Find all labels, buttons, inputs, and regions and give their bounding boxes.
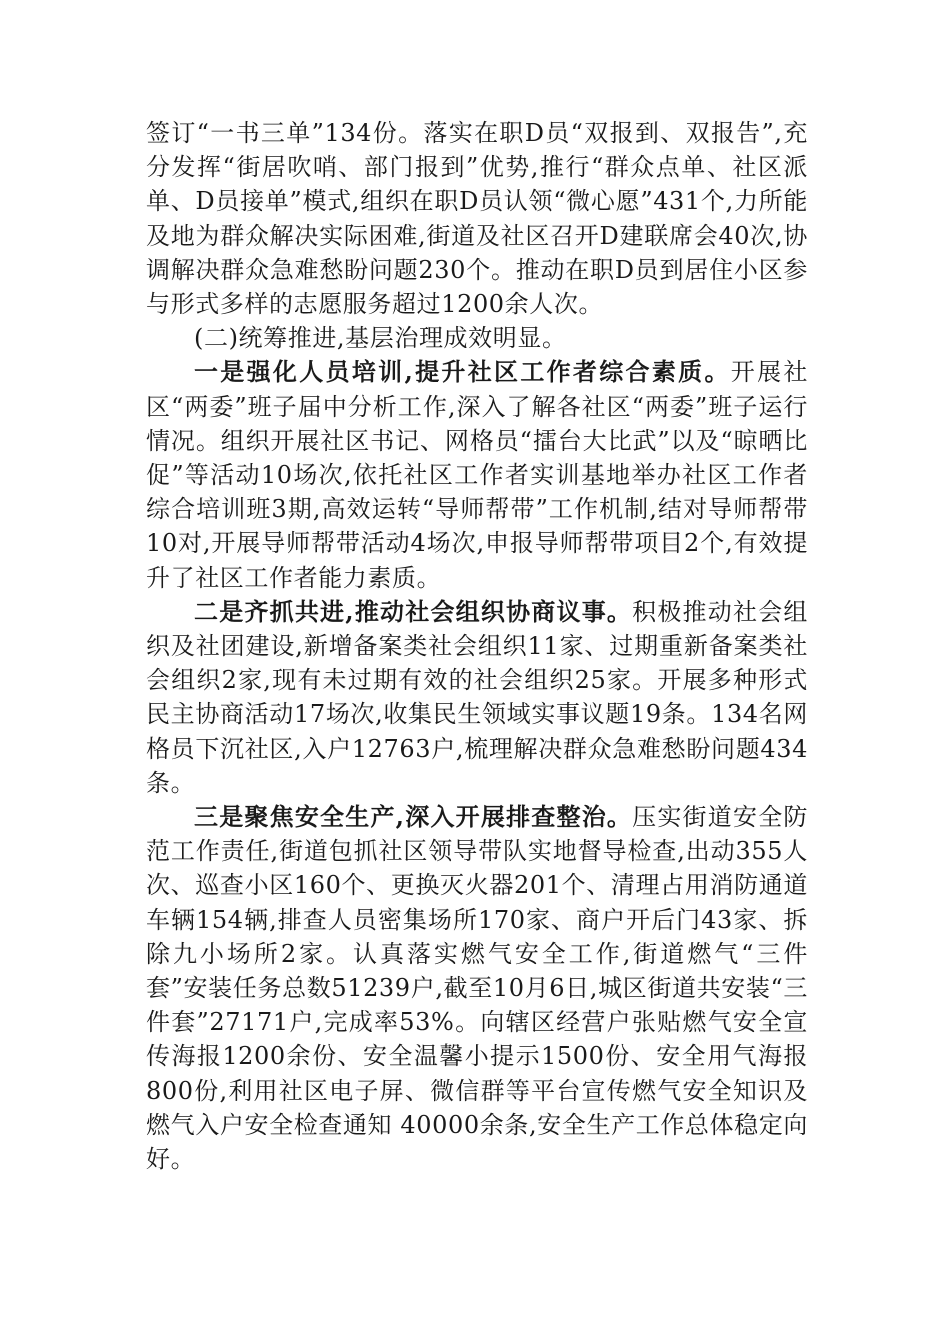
paragraph-text: 开展社区“两委”班子届中分析工作,深入了解各社区“两委”班子运行情况。组织开展社区书记、网格员“擂台大比武”以及“晾晒比促”等活动10场次,依托社区工作者实训基地举办社区工作者综合培训班3期,高效运转“导师帮带”工作机制,结对导师帮带10对,开展导师帮带活动4场次,申报导师帮带项目2个,有效提升了社区工作者能力素质。 [146, 358, 808, 592]
document-body [146, 116, 808, 1176]
section-subheading [146, 321, 808, 355]
paragraph-lead: 三是聚焦安全生产,深入开展排查整治。 [194, 802, 633, 832]
paragraph-text: 签订“一书三单”134份。落实在职D员“双报到、双报告”,充分发挥“街居吹哨、部门报到”优势,推行“群众点单、社区派单、D员接单”模式,组织在职D员认领“微心愿”431个,力所能及地为群众解决实际困难,街道及社区召开D建联席会40次,协调解决群众急难愁盼问题230个。推动在职D员到居住小区参与形式多样的志愿服务超过1200余人次。 [146, 119, 808, 319]
paragraph-safety-production [146, 800, 808, 1176]
paragraph-party-members [146, 116, 808, 321]
paragraph-text: 压实街道安全防范工作责任,街道包抓社区领导带队实地督导检查,出动355人次、巡查小区160个、更换灭火器201个、清理占用消防通道车辆154辆,排查人员密集场所170家、商户开后门43家、拆除九小场所2家。认真落实燃气安全工作,街道燃气“三件套”安装任务总数51239户,截至10月6日,城区街道共安装“三件套”27171户,完成率53%。向辖区经营户张贴燃气安全宣传海报1200余份、安全温馨小提示1500份、安全用气海报800份,利用社区电子屏、微信群等平台宣传燃气安全知识及燃气入户安全检查通知 40000余条,安全生产工作总体稳定向好。 [146, 803, 809, 1174]
subheading-text: (二)统筹推进,基层治理成效明显。 [194, 324, 567, 353]
paragraph-lead: 一是强化人员培训,提升社区工作者综合素质。 [194, 357, 731, 387]
paragraph-social-organizations [146, 595, 808, 800]
paragraph-staff-training [146, 355, 808, 594]
paragraph-lead: 二是齐抓共进,推动社会组织协商议事。 [194, 596, 633, 626]
paragraph-text: 积极推动社会组织及社团建设,新增备案类社会组织11家、过期重新备案类社会组织2家,现有未过期有效的社会组织25家。开展多种形式民主协商活动17场次,收集民生领域实事议题19条。134名网格员下沉社区,入户12763户,梳理解决群众急难愁盼问题434条。 [146, 597, 809, 797]
